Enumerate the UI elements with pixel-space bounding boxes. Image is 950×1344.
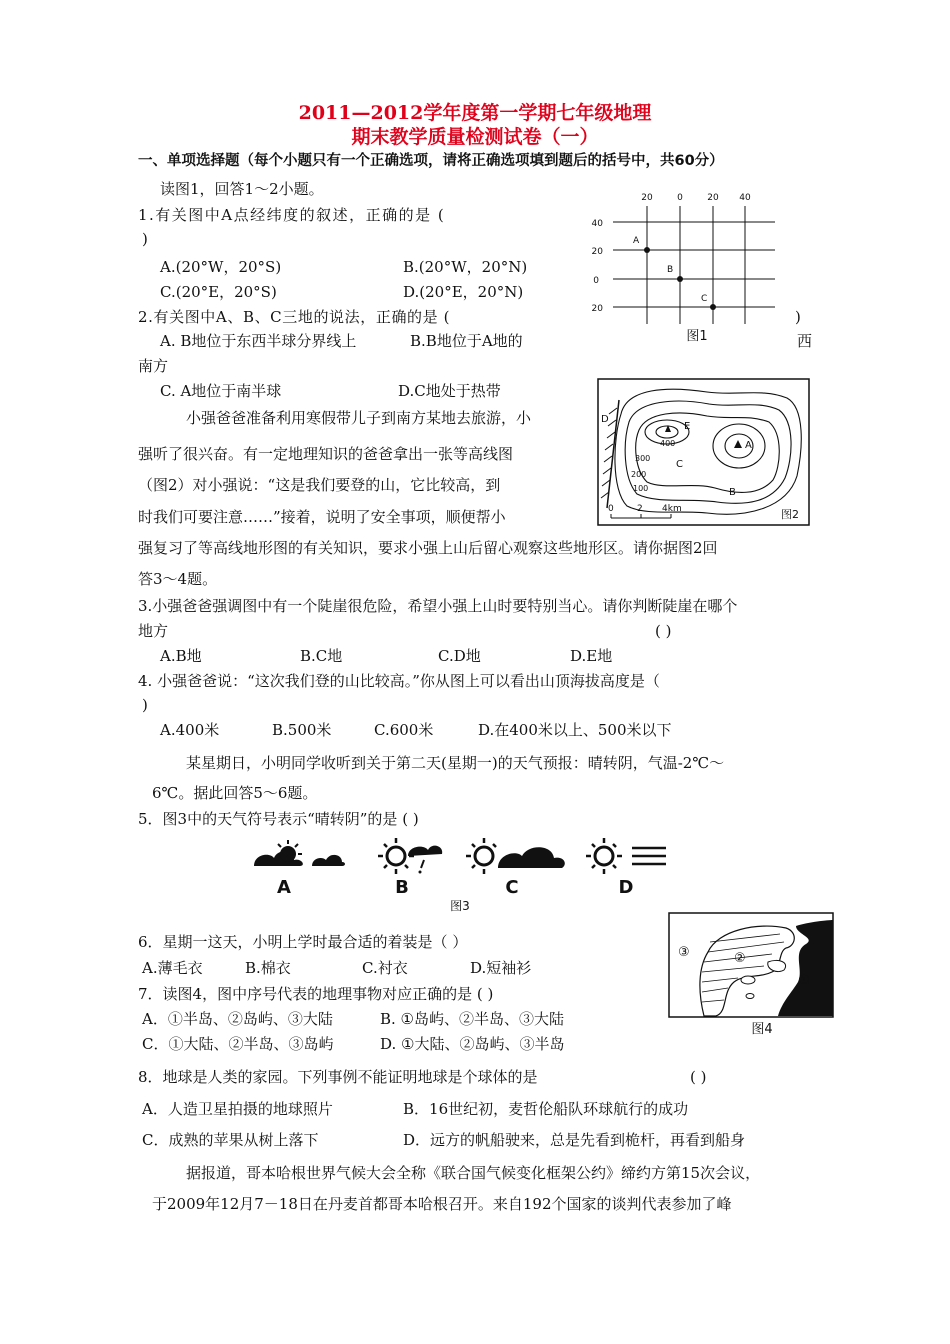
weather-symbol-d-icon xyxy=(586,838,666,874)
fig1-point-b xyxy=(677,276,683,282)
q7-option-b: B. ①岛屿、②半岛、③大陆 xyxy=(380,1010,565,1028)
fig1-top-label: 40 xyxy=(739,193,751,203)
fig1-label-a: A xyxy=(633,236,640,246)
fig2-caption: 图2 xyxy=(781,508,799,521)
q1-option-a: A.(20°W，20°S) xyxy=(160,258,282,276)
q7-option-a: A．①半岛、②岛屿、③大陆 xyxy=(142,1010,333,1028)
fig2-label-a: A xyxy=(745,440,752,451)
q6-option-a: A.薄毛衣 xyxy=(142,959,203,977)
fig1-left-label: 0 xyxy=(593,276,599,286)
weather-symbol-b-icon xyxy=(378,838,442,874)
q2-option-c: C. A地位于南半球 xyxy=(160,382,282,400)
q2-option-b-cont: 南方 xyxy=(138,357,169,375)
fig1-left-label: 20 xyxy=(591,247,603,257)
figure-3-weather-symbols xyxy=(248,830,678,915)
q1-2-intro: 读图1，回答1～2小题。 xyxy=(160,180,324,198)
q4-option-a: A.400米 xyxy=(160,721,220,739)
fig2-scale-0: 0 xyxy=(608,504,614,514)
q3-stem: 3.小强爸爸强调图中有一个陡崖很危险，希望小强上山时要特别当心。请你判断陡崖在哪个 xyxy=(138,597,738,615)
fig1-label-b: B xyxy=(667,265,674,275)
q2-option-b-end: 西 xyxy=(797,332,813,350)
exam-title-line2: 期末教学质量检测试卷（一） xyxy=(351,126,599,148)
q6-option-b: B.棉衣 xyxy=(245,959,291,977)
fig1-left-label: 40 xyxy=(591,219,603,229)
fig2-label-b: B xyxy=(729,487,736,498)
fig2-contour-100: 100 xyxy=(633,484,649,493)
figure-1-grid xyxy=(585,188,785,343)
q7-option-c: C．①大陆、②半岛、③岛屿 xyxy=(142,1035,334,1053)
q6-option-c: C.衬衣 xyxy=(362,959,408,977)
fig4-caption: 图4 xyxy=(751,1022,773,1037)
passage3-line2: 6℃。据此回答5～6题。 xyxy=(152,784,318,802)
fig1-label-c: C xyxy=(701,294,708,304)
passage4-line1: 据报道，哥本哈根世界气候大会全称《联合国气候变化框架公约》缔约方第15次会议， xyxy=(186,1164,761,1182)
fig1-top-label: 20 xyxy=(707,193,719,203)
passage2-line: （图2）对小强说：“这是我们要登的山，它比较高，到 xyxy=(138,476,501,494)
fig2-label-e: E xyxy=(684,421,691,432)
fig1-top-label: 20 xyxy=(641,193,653,203)
passage2-line: 小强爸爸准备利用寒假带儿子到南方某地去旅游，小 xyxy=(186,409,532,427)
fig2-contour-400: 400 xyxy=(660,439,676,448)
q5-stem: 5．图3中的天气符号表示“晴转阴”的是 ( ) xyxy=(138,810,419,828)
q2-option-d: D.C地处于热带 xyxy=(398,382,501,400)
section-heading: 一、单项选择题（每个小题只有一个正确选项，请将正确选项填到题后的括号中，共60分） xyxy=(138,153,724,169)
fig2-label-c: C xyxy=(676,459,683,470)
fig3-letter-b: B xyxy=(395,877,409,898)
q8-option-c: C．成熟的苹果从树上落下 xyxy=(142,1131,319,1149)
fig2-contour-300: 300 xyxy=(635,454,651,463)
weather-symbol-c-icon xyxy=(466,838,565,874)
q7-option-d: D. ①大陆、②岛屿、③半岛 xyxy=(380,1035,565,1053)
q2-stem: 2.有关图中A、B、C三地的说法，正确的是 ( xyxy=(138,308,451,326)
fig3-letter-a: A xyxy=(277,877,291,898)
fig4-marker-2: ② xyxy=(734,951,746,966)
q4-option-b: B.500米 xyxy=(272,721,332,739)
weather-symbol-a-icon xyxy=(254,840,345,866)
fig2-label-d: D xyxy=(601,414,609,425)
figure-2-contour-map xyxy=(597,378,810,526)
passage4-line2: 于2009年12月7－18日在丹麦首都哥本哈根召开。来自192个国家的谈判代表参加了峰 xyxy=(152,1195,732,1213)
q4-stem: 4. 小强爸爸说：“这次我们登的山比较高。”你从图上可以看出山顶海拔高度是（ xyxy=(138,672,660,690)
fig1-caption: 图1 xyxy=(686,329,708,343)
q4-close-bracket: ) xyxy=(142,696,148,714)
q6-option-d: D.短袖衫 xyxy=(470,959,532,977)
fig1-point-c xyxy=(710,304,716,310)
q1-option-c: C.(20°E，20°S) xyxy=(160,283,277,301)
q1-stem: 1.有关图中A点经纬度的叙述，正确的是 ( xyxy=(138,206,446,224)
q1-option-b: B.(20°W，20°N) xyxy=(403,258,528,276)
q3-answer-bracket: ( ) xyxy=(655,622,672,640)
q2-option-b: B.B地位于A地的 xyxy=(410,332,523,350)
passage2-line: 答3～4题。 xyxy=(138,570,218,588)
q8-answer-bracket: ( ) xyxy=(690,1068,707,1086)
fig1-point-a xyxy=(644,247,650,253)
q3-option-d: D.E地 xyxy=(570,647,613,665)
fig4-marker-1: ① xyxy=(798,973,810,988)
q8-stem: 8．地球是人类的家园。下列事例不能证明地球是个球体的是 xyxy=(138,1068,538,1086)
passage2-line: 时我们可要注意……”接着，说明了安全事项，顺便帮小 xyxy=(138,508,506,526)
fig1-top-label: 0 xyxy=(677,193,683,203)
q1-option-d: D.(20°E，20°N) xyxy=(403,283,524,301)
passage2-line: 强复习了等高线地形图的有关知识，要求小强上山后留心观察这些地形区。请你据图2回 xyxy=(138,539,718,557)
exam-title-line1: 2011—2012学年度第一学期七年级地理 xyxy=(298,102,652,124)
fig2-scale-2: 2 xyxy=(637,504,643,514)
q3-option-a: A.B地 xyxy=(160,647,202,665)
q2-close-bracket: ) xyxy=(795,308,801,326)
passage3-line1: 某星期日，小明同学收听到关于第二天(星期一)的天气预报：晴转阴，气温-2℃～ xyxy=(186,754,725,772)
q1-close-bracket: ) xyxy=(142,230,148,248)
fig1-left-label: 20 xyxy=(591,304,603,314)
q3-option-c: C.D地 xyxy=(438,647,481,665)
q4-option-d: D.在400米以上、500米以下 xyxy=(478,721,672,739)
fig4-marker-3: ③ xyxy=(678,945,690,960)
q7-stem: 7．读图4，图中序号代表的地理事物对应正确的是 ( ) xyxy=(138,985,494,1003)
q2-option-a: A. B地位于东西半球分界线上 xyxy=(160,332,357,350)
q3-stem-cont: 地方 xyxy=(138,622,169,640)
fig3-letter-d: D xyxy=(618,877,634,898)
q8-option-a: A．人造卫星拍摄的地球照片 xyxy=(142,1100,333,1118)
fig2-scale-4km: 4km xyxy=(662,504,682,514)
q6-stem: 6．星期一这天，小明上学时最合适的着装是（ ） xyxy=(138,933,468,951)
q4-option-c: C.600米 xyxy=(374,721,434,739)
passage2-line: 强听了很兴奋。有一定地理知识的爸爸拿出一张等高线图 xyxy=(138,445,514,463)
q8-option-d: D．远方的帆船驶来，总是先看到桅杆，再看到船身 xyxy=(403,1131,746,1149)
fig2-contour-200: 200 xyxy=(631,470,647,479)
q8-option-b: B．16世纪初，麦哲伦船队环球航行的成功 xyxy=(403,1100,689,1118)
figure-4-map xyxy=(668,912,836,1038)
q3-option-b: B.C地 xyxy=(300,647,343,665)
fig3-caption: 图3 xyxy=(450,899,470,913)
fig3-letter-c: C xyxy=(505,877,519,898)
